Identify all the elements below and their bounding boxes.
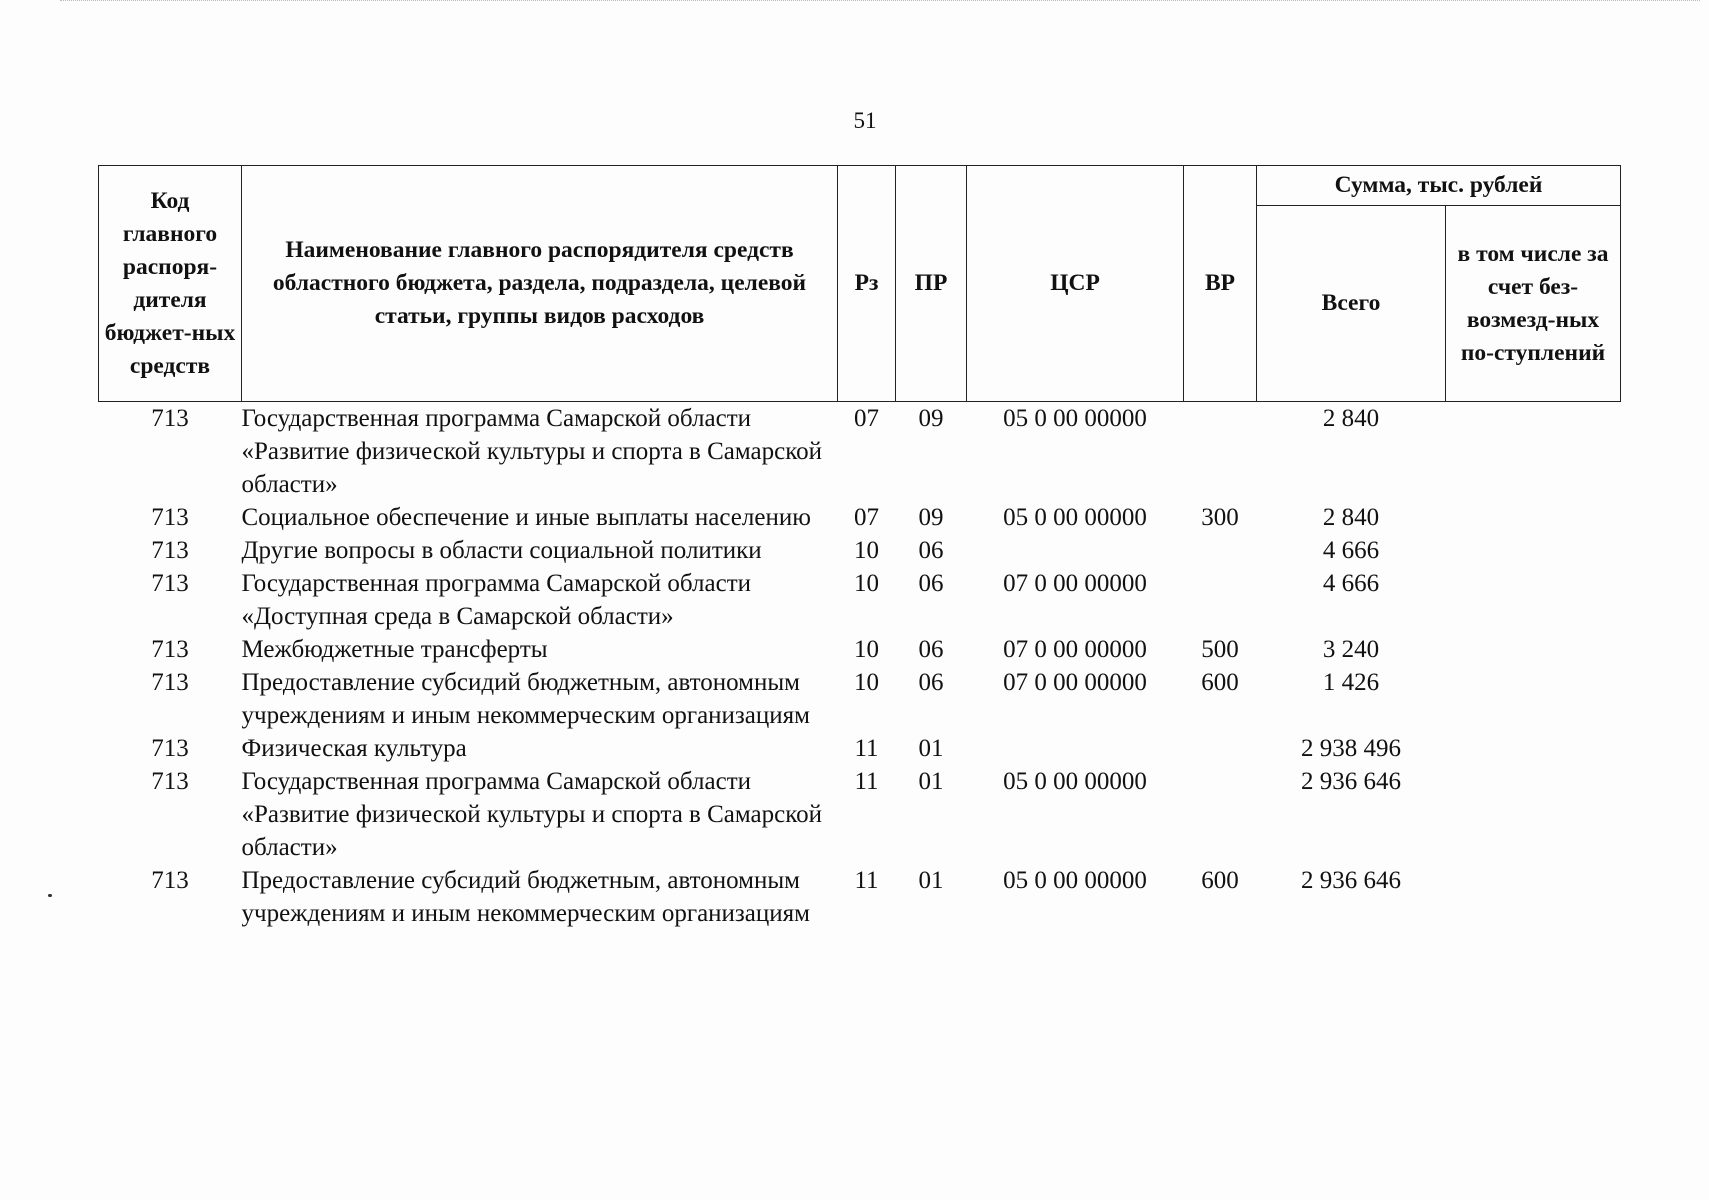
cell-vr: 600 — [1201, 867, 1239, 894]
cell-csr — [967, 534, 1184, 567]
cell-total: 1 426 — [1322, 669, 1380, 696]
cell-csr: 05 0 00 00000 — [1003, 768, 1147, 795]
cell-total: 2 840 — [1322, 504, 1380, 531]
cell-name: Межбюджетные трансферты — [241, 636, 548, 663]
cell-name: Другие вопросы в области социальной политики — [241, 537, 762, 564]
header-pr: ПР — [896, 166, 967, 402]
cell-free — [1446, 567, 1621, 633]
cell-total: 4 666 — [1322, 537, 1380, 564]
cell-rz: 10 — [854, 669, 879, 696]
cell-csr: 05 0 00 00000 — [1003, 405, 1147, 432]
cell-code: 713 — [151, 768, 189, 795]
cell-vr — [1184, 402, 1257, 502]
cell-code: 713 — [151, 669, 189, 696]
table-header — [99, 166, 1621, 402]
cell-code: 713 — [151, 636, 189, 663]
cell-rz: 10 — [854, 570, 879, 597]
table-row — [99, 633, 1621, 666]
cell-free — [1446, 501, 1621, 534]
cell-rz: 10 — [854, 537, 879, 564]
cell-free — [1446, 732, 1621, 765]
cell-name: Предоставление субсидий бюджетным, автономным учреждениям и иным некоммерческим организациям — [241, 669, 810, 729]
cell-vr — [1184, 732, 1257, 765]
cell-total: 3 240 — [1322, 636, 1380, 663]
cell-name: Социальное обеспечение и иные выплаты населению — [241, 504, 811, 531]
cell-free — [1446, 633, 1621, 666]
header-vr: ВР — [1184, 166, 1257, 402]
cell-code: 713 — [151, 570, 189, 597]
cell-free — [1446, 402, 1621, 502]
table-body — [99, 402, 1621, 931]
table-row — [99, 864, 1621, 930]
table-row — [99, 567, 1621, 633]
cell-csr: 05 0 00 00000 — [1003, 867, 1147, 894]
table-row — [99, 666, 1621, 732]
cell-pr: 09 — [918, 504, 944, 531]
cell-code: 713 — [151, 735, 189, 762]
header-rz: Рз — [838, 166, 896, 402]
cell-csr: 07 0 00 00000 — [1003, 570, 1147, 597]
cell-pr: 01 — [918, 867, 944, 894]
cell-csr: 07 0 00 00000 — [1003, 636, 1147, 663]
cell-name: Предоставление субсидий бюджетным, автономным учреждениям и иным некоммерческим организациям — [241, 867, 810, 927]
cell-vr — [1184, 567, 1257, 633]
cell-rz: 11 — [854, 735, 879, 762]
cell-csr: 05 0 00 00000 — [1003, 504, 1147, 531]
header-code: Код главного распоря-дителя бюджет-ных средств — [99, 166, 242, 402]
cell-vr: 300 — [1201, 504, 1239, 531]
table-row — [99, 402, 1621, 502]
cell-pr: 06 — [918, 669, 944, 696]
header-sum-group: Сумма, тыс. рублей — [1257, 166, 1621, 206]
cell-vr: 500 — [1201, 636, 1239, 663]
cell-total: 2 840 — [1322, 405, 1380, 432]
cell-total: 2 938 496 — [1301, 735, 1401, 762]
cell-name: Государственная программа Самарской области «Развитие физической культуры и спорта в Самарской области» — [241, 768, 822, 861]
cell-vr — [1184, 534, 1257, 567]
cell-code: 713 — [151, 504, 189, 531]
cell-free — [1446, 666, 1621, 732]
cell-code: 713 — [151, 405, 189, 432]
cell-rz: 11 — [854, 768, 879, 795]
cell-csr — [967, 732, 1184, 765]
cell-rz: 10 — [854, 636, 879, 663]
cell-free — [1446, 765, 1621, 864]
cell-pr: 06 — [918, 537, 944, 564]
cell-csr: 07 0 00 00000 — [1003, 669, 1147, 696]
header-free: в том числе за счет без-возмезд-ных по-ступлений — [1446, 206, 1621, 402]
page-number: 51 — [853, 108, 877, 133]
table-row — [99, 534, 1621, 567]
table-row — [99, 732, 1621, 765]
table-row — [99, 765, 1621, 864]
cell-rz: 11 — [854, 867, 879, 894]
cell-pr: 01 — [918, 768, 944, 795]
cell-free — [1446, 534, 1621, 567]
cell-name: Физическая культура — [241, 735, 467, 762]
cell-name: Государственная программа Самарской области «Развитие физической культуры и спорта в Самарской области» — [241, 405, 822, 498]
cell-vr — [1184, 765, 1257, 864]
cell-pr: 06 — [918, 636, 944, 663]
cell-free — [1446, 864, 1621, 930]
table-row — [99, 501, 1621, 534]
cell-vr: 600 — [1201, 669, 1239, 696]
cell-pr: 01 — [918, 735, 944, 762]
cell-pr: 06 — [918, 570, 944, 597]
scan-edge — [60, 0, 1700, 9]
header-csr: ЦСР — [967, 166, 1184, 402]
cell-name: Государственная программа Самарской области «Доступная среда в Самарской области» — [241, 570, 751, 630]
cell-rz: 07 — [854, 504, 879, 531]
cell-code: 713 — [151, 537, 189, 564]
header-total: Всего — [1257, 206, 1446, 402]
header-name: Наименование главного распорядителя средств областного бюджета, раздела, подраздела, целевой статьи, группы видов расходов — [242, 166, 838, 402]
cell-pr: 09 — [918, 405, 944, 432]
budget-table — [98, 165, 1621, 930]
cell-total: 2 936 646 — [1301, 867, 1401, 894]
cell-total: 4 666 — [1322, 570, 1380, 597]
cell-total: 2 936 646 — [1301, 768, 1401, 795]
cell-code: 713 — [151, 867, 189, 894]
scan-speck — [48, 894, 52, 897]
cell-rz: 07 — [854, 405, 879, 432]
